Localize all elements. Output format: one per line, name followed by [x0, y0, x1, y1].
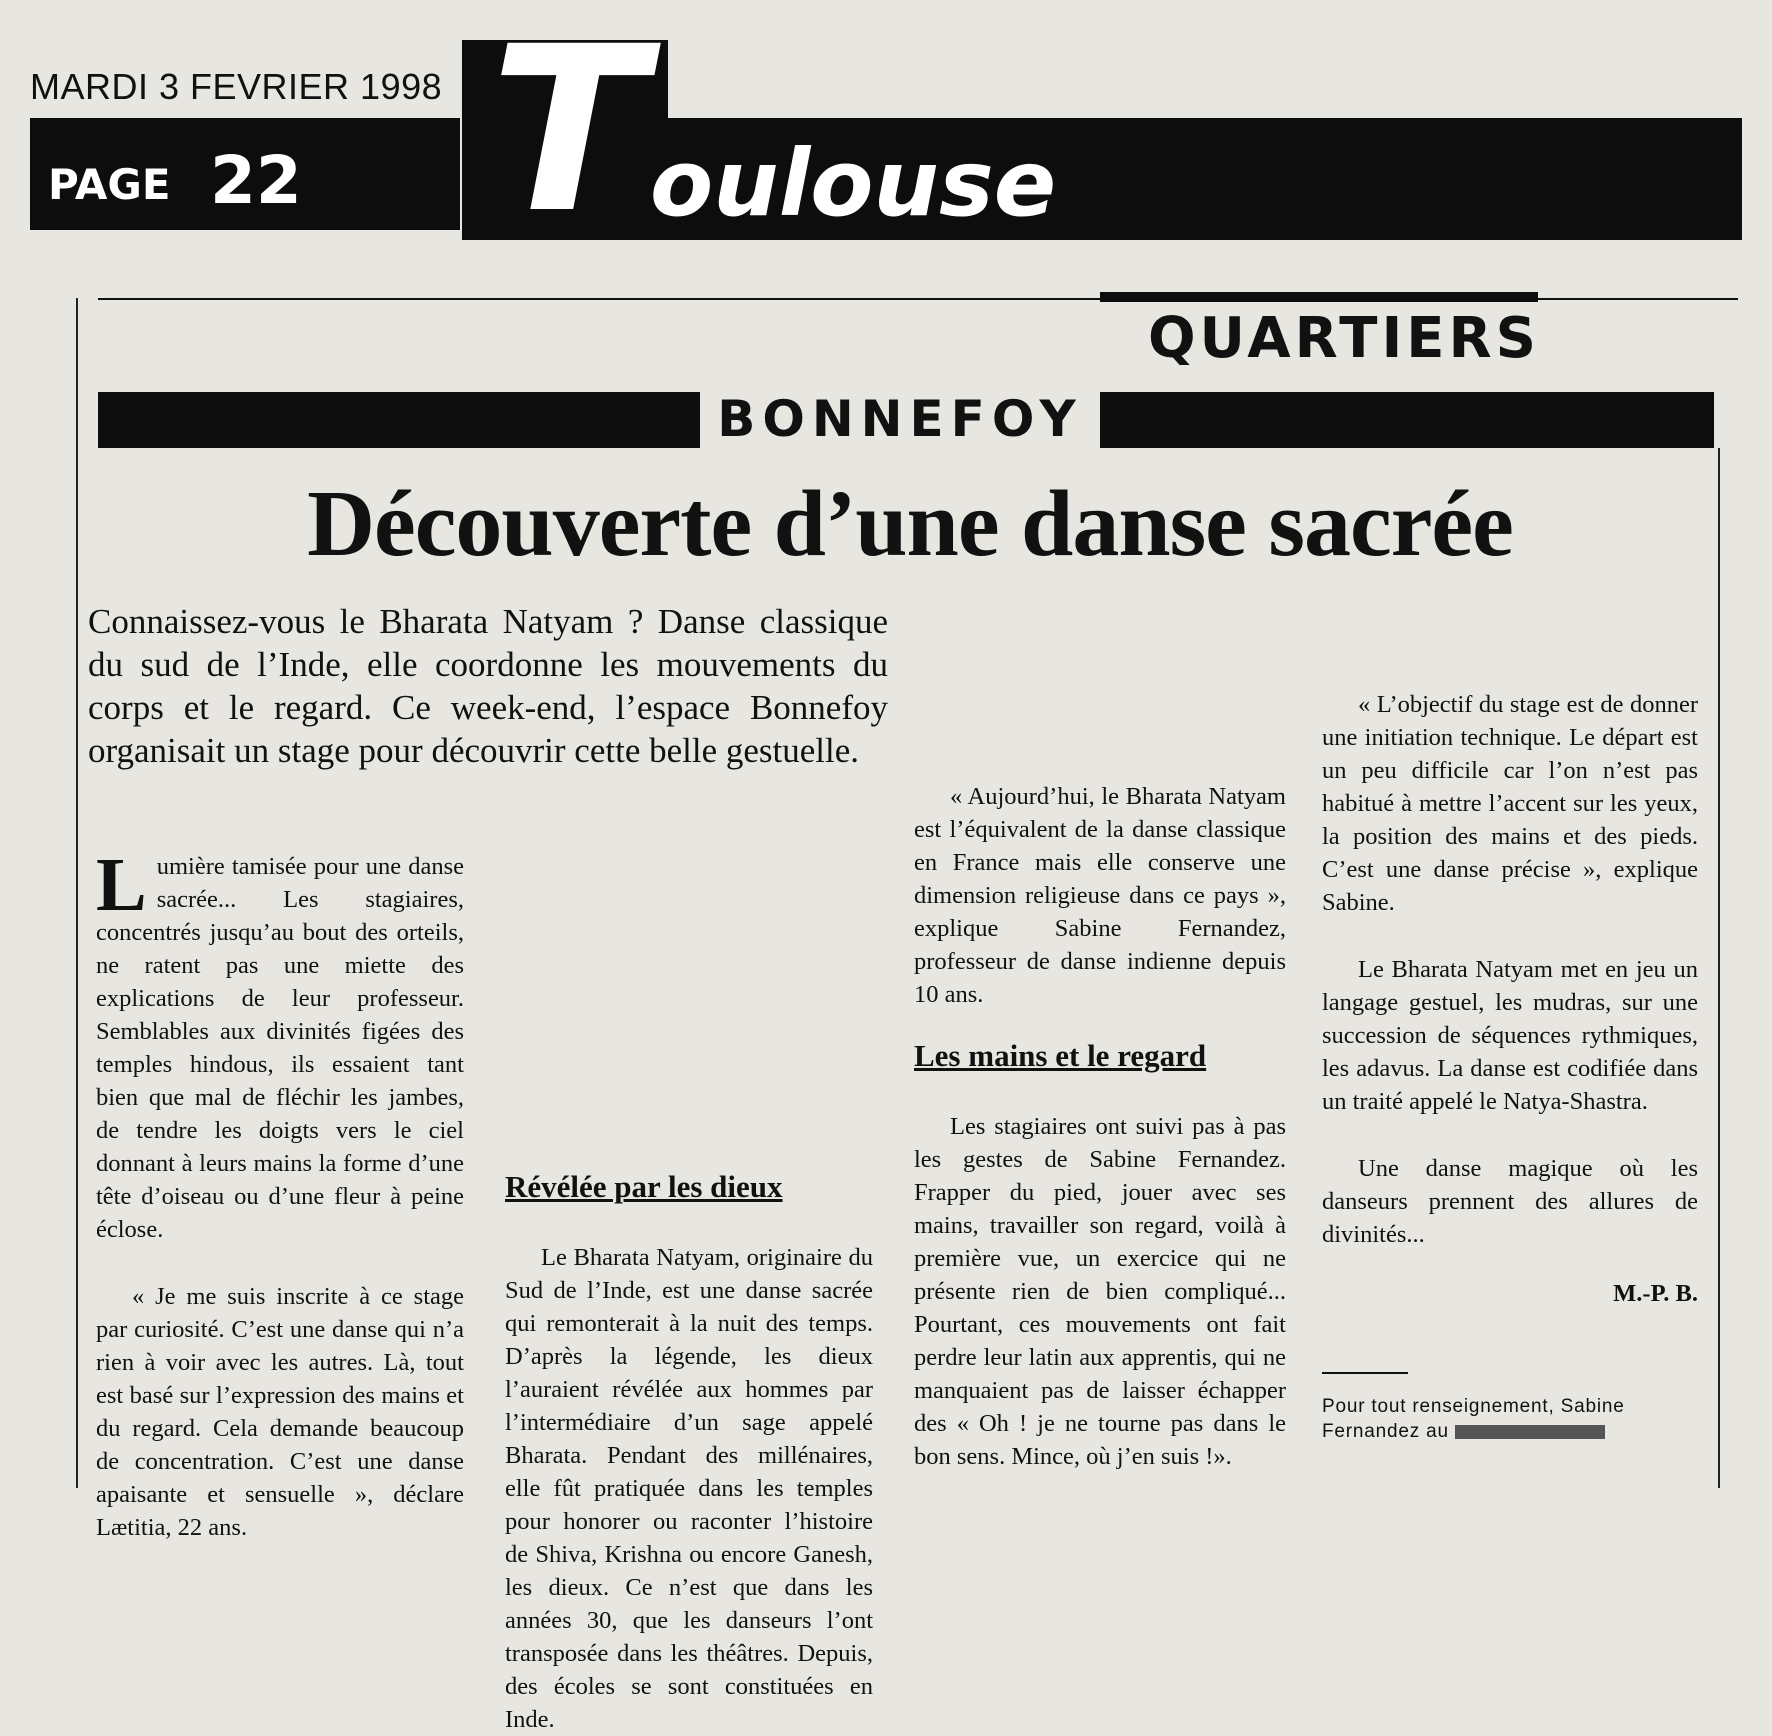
- paragraph-2: « Je me suis inscrite à ce stage par curiosité. C’est une danse qui n’a rien à voir avec les autres. Là, tout est basé sur l’expression des mains et du regard. Cela demande beaucoup de concentration. C’est une danse apaisante et sensuelle », déclare Lætitia, 22 ans.: [96, 1283, 464, 1541]
- section-rule: [1100, 292, 1538, 302]
- column-2-continuation-space: [505, 850, 873, 1142]
- byline: M.-P. B.: [1613, 1280, 1698, 1307]
- column-3-continuation-space: [914, 590, 1286, 780]
- subhead-revelee: Révélée par les dieux: [505, 1169, 783, 1204]
- page-number: 22: [210, 142, 302, 219]
- right-frame-rule: [1718, 448, 1720, 1488]
- drop-cap: L: [96, 843, 147, 927]
- page-label: PAGE: [48, 160, 171, 209]
- title-initial: T: [490, 0, 646, 263]
- left-frame-rule: [76, 298, 78, 1488]
- paragraph-6: « L’objectif du stage est de donner une initiation technique. Le départ est un peu difficile car l’on n’est pas habitué à mettre l’accent sur les yeux, la position des mains et des pieds. C’est une danse précise », explique Sabine.: [1322, 691, 1698, 916]
- redacted-phone: [1455, 1425, 1605, 1439]
- article-column-3: [914, 590, 1286, 1473]
- column-4-continuation-space: [1322, 590, 1698, 688]
- paragraph-3: Le Bharata Natyam, originaire du Sud de l’Inde, est une danse sacrée qui remonterait à la nuit des temps. D’après la légende, les dieux l’auraient révélée aux hommes par l’intermédiaire d’un sage appelé Bharata. Pendant des millénaires, elle fût pratiquée dans les temples pour honorer ou raconter l’histoire de Shiva, Krishna ou encore Ganesh, les dieux. Ce n’est que dans les années 30, que les danseurs l’ont transposée dans les théâtres. Depuis, des écoles se sont constituées en Inde.: [505, 1244, 873, 1733]
- section-label: QUARTIERS: [1147, 306, 1540, 371]
- article-headline: Découverte d’une danse sacrée: [307, 472, 1513, 576]
- article-column-1: [96, 843, 464, 1544]
- subhead-mains-regard: Les mains et le regard: [914, 1038, 1207, 1073]
- subsection-label: BONNEFOY: [717, 390, 1083, 448]
- paragraph-1-text: umière tamisée pour une danse sacrée... Les stagiaires, concentrés jusqu’au bout des orteils, ne ratent pas une miette des explications de leur professeur. Semblables aux divinités figées des temples hindous, ils essaient tant bien que mal de fléchir les jambes, de tendre les doigts vers le ciel donnant à leurs mains la forme d’une tête d’oiseau ou d’une fleur à peine éclose.: [96, 853, 464, 1243]
- info-note: [1322, 1394, 1698, 1444]
- issue-date: MARDI 3 FEVRIER 1998: [30, 66, 443, 107]
- paragraph-4: « Aujourd’hui, le Bharata Natyam est l’équivalent de la danse classique en France mais elle conserve une dimension religieuse dans ce pays », explique Sabine Fernandez, professeur de danse indienne depuis 10 ans.: [914, 783, 1286, 1008]
- paragraph-1: [96, 843, 464, 1246]
- paragraph-5: Les stagiaires ont suivi pas à pas les gestes de Sabine Fernandez. Frapper du pied, jouer avec ses mains, travailler son regard, voilà à première vue, un exercice qui ne présente rien de bien compliqué... Pourtant, ces mouvements ont fait perdre leur latin aux apprentis, qui ne manquaient pas de laisser échapper des « Oh ! je ne tourne pas dans le bon sens. Mince, où j’en suis !».: [914, 1113, 1286, 1470]
- article-lead: Connaissez-vous le Bharata Natyam ? Danse classique du sud de l’Inde, elle coordonne les mouvements du corps et le regard. Ce week-end, l’espace Bonnefoy organisait un stage pour découvrir cette belle gestuelle.: [88, 602, 888, 770]
- article-column-2: [505, 850, 873, 1736]
- paragraph-8: Une danse magique où les danseurs prennent des allures de divinités...: [1322, 1155, 1698, 1248]
- info-note-text: Pour tout renseignement, Sabine Fernandez au: [1322, 1396, 1625, 1442]
- note-rule: [1322, 1372, 1408, 1374]
- article-column-4: [1322, 590, 1698, 1310]
- paragraph-7: Le Bharata Natyam met en jeu un langage gestuel, les mudras, sur une succession de séquences rythmiques, les adavus. La danse est codifiée dans un traité appelé le Natya-Shastra.: [1322, 956, 1698, 1115]
- newspaper-title: oulouse: [650, 130, 1057, 237]
